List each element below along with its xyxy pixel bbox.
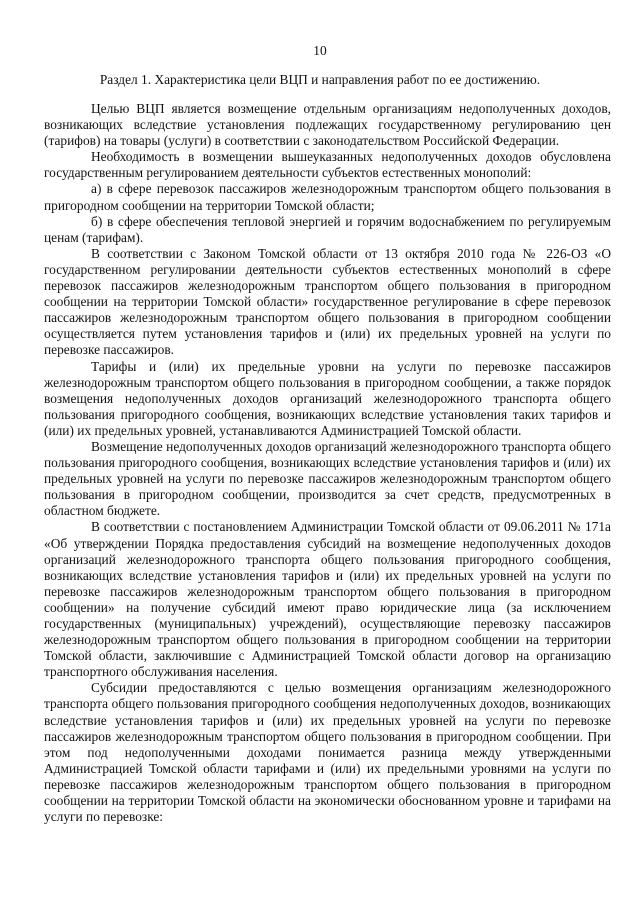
body-text: [44, 101, 611, 825]
paragraph: Целью ВЦП является возмещение отдельным организациям недополученных доходов, возникающих вследствие установления подлежащих государственному регулированию цен (тарифов) на товары (услуги) в соответствии с законодательством Российской Федерации.: [44, 101, 611, 149]
section-heading: Раздел 1. Характеристика цели ВЦП и направления работ по ее достижению.: [99, 72, 541, 87]
paragraph: В соответствии с Законом Томской области от 13 октября 2010 года № 226-ОЗ «О государственном регулировании деятельности субъектов естественных монополий в сфере перевозок пассажиров железнодорожным транспортом общего пользования в пригородном сообщении на территории Томской области» государственное регулирование в сфере перевозок пассажиров железнодорожным транспортом общего пользования в пригородном сообщении осуществляется путем установления тарифов и (или) их предельных уровней на услуги по перевозке пассажиров.: [44, 245, 611, 358]
paragraph: Возмещение недополученных доходов организаций железнодорожного транспорта общего пользования пригородного сообщения, возникающих вследствие установления тарифов и (или) их предельных уровней на услуги по перевозке пассажиров железнодорожным транспортом общего пользования в пригородном сообщении, производится за счет средств, предусмотренных в областном бюджете.: [44, 438, 611, 519]
paragraph: Субсидии предоставляются с целью возмещения организациям железнодорожного транспорта общего пользования пригородного сообщения недополученных доходов, возникающих вследствие установления тарифов и (или) их предельных уровней на услуги по перевозке пассажиров железнодорожным транспортом общего пользования в пригородном сообщении. При этом под недополученными доходами понимается разница между утвержденными Администрацией Томской области тарифами и (или) их предельными уровнями на услуги по перевозке пассажиров железнодорожным транспортом общего пользования в пригородном сообщении на территории Томской области на экономически обоснованном уровне и тарифами на услуги по перевозке:: [44, 680, 611, 825]
list-item-a: а) в сфере перевозок пассажиров железнодорожным транспортом общего пользования в пригородном сообщении на территории Томской области;: [44, 181, 611, 213]
list-item-b: б) в сфере обеспечения тепловой энергией и горячим водоснабжением по регулируемым ценам (тарифам).: [44, 213, 611, 245]
page-number: 10: [313, 43, 327, 58]
paragraph: В соответствии с постановлением Администрации Томской области от 09.06.2011 № 171а «Об утверждении Порядка предоставления субсидий на возмещение недополученных доходов организаций железнодорожного транспорта общего пользования пригородного сообщения, возникающих вследствие установления тарифов и (или) их предельных уровней на услуги по перевозке пассажиров железнодорожным транспортом общего пользования в пригородном сообщении» на получение субсидий имеют право юридические лица (за исключением государственных (муниципальных) учреждений), осуществляющие перевозку пассажиров железнодорожным транспортом общего пользования в пригородном сообщении на территории Томской области, заключившие с Администрацией Томской области договор на организацию транспортного обслуживания населения.: [44, 519, 611, 680]
paragraph: Необходимость в возмещении вышеуказанных недополученных доходов обусловлена государственным регулированием деятельности субъектов естественных монополий:: [44, 149, 611, 181]
paragraph: Тарифы и (или) их предельные уровни на услуги по перевозке пассажиров железнодорожным транспортом общего пользования в пригородном сообщении, а также порядок возмещения недополученных доходов организаций железнодорожного транспорта общего пользования пригородного сообщения, возникающих вследствие установления таких тарифов и (или) их предельных уровней, устанавливаются Администрацией Томской области.: [44, 358, 611, 438]
